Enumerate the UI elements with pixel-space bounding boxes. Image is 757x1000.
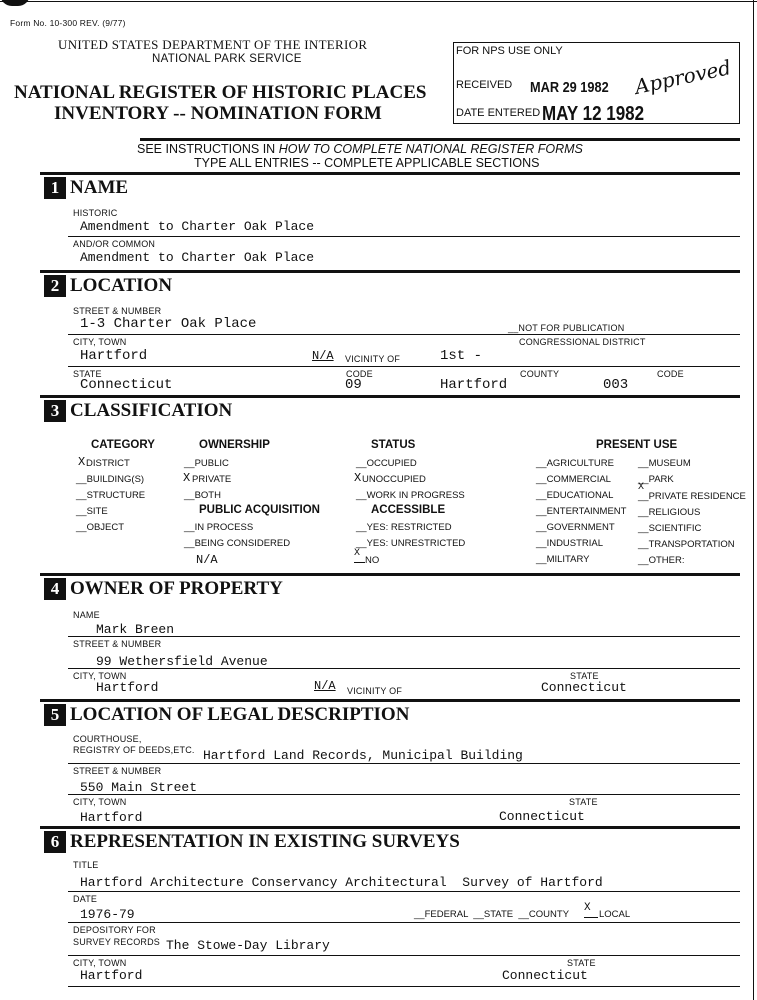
- county-label: COUNTY: [520, 369, 560, 379]
- use-museum: __MUSEUM: [638, 458, 691, 469]
- section-1-title: NAME: [70, 177, 129, 198]
- legal-street: 550 Main Street: [80, 780, 198, 795]
- use-agriculture: __AGRICULTURE: [536, 458, 614, 469]
- no-x-mark: X: [354, 548, 361, 559]
- use-private-residence: __PRIVATE RESIDENCE: [638, 491, 746, 502]
- s5-rule: [40, 699, 740, 702]
- ownership-both: __BOTH: [184, 490, 221, 501]
- status-heading: STATUS: [371, 439, 416, 451]
- approved-handwriting: Approved: [632, 55, 734, 99]
- local-underline: [584, 917, 598, 918]
- s4-rule: [40, 573, 740, 576]
- section-5-number: 5: [44, 704, 66, 726]
- state-code: 09: [345, 377, 362, 393]
- category-buildings: __BUILDING(S): [76, 474, 145, 485]
- category-heading: CATEGORY: [91, 439, 155, 451]
- s5-line-court: [68, 763, 740, 764]
- received-date-stamp: MAR 29 1982: [530, 79, 609, 96]
- received-label: RECEIVED: [456, 79, 513, 91]
- category-object: __OBJECT: [76, 522, 125, 533]
- status-work-in-progress: __WORK IN PROGRESS: [356, 490, 465, 501]
- section-3-title: CLASSIFICATION: [70, 400, 233, 421]
- s1-line-historic: [68, 236, 740, 237]
- use-military: __MILITARY: [536, 554, 590, 565]
- county-code-label: CODE: [657, 369, 684, 379]
- form-number: Form No. 10-300 REV. (9/77): [10, 18, 126, 28]
- local-x-mark: X: [584, 902, 591, 914]
- acquisition-na: N/A: [196, 553, 218, 567]
- depository-name: The Stowe-Day Library: [166, 938, 330, 953]
- section-4-title: OWNER OF PROPERTY: [70, 578, 283, 599]
- district-x-mark: X: [78, 455, 86, 469]
- legal-state: Connecticut: [499, 809, 585, 824]
- use-industrial: __INDUSTRIAL: [536, 538, 604, 549]
- location-county: Hartford: [440, 377, 508, 393]
- s4-line-name: [68, 636, 740, 637]
- street-label: STREET & NUMBER: [73, 306, 162, 316]
- s6-line-title: [68, 891, 740, 892]
- owner-vicinity-label: VICINITY OF: [347, 686, 403, 696]
- acquisition-in-process: __IN PROCESS: [184, 522, 254, 533]
- ownership-public: __PUBLIC: [184, 458, 229, 469]
- use-scientific: __SCIENTIFIC: [638, 523, 702, 534]
- service-name: NATIONAL PARK SERVICE: [152, 53, 302, 65]
- accessible-heading: ACCESSIBLE: [371, 504, 446, 516]
- survey-state-label: STATE: [567, 958, 596, 968]
- location-city: Hartford: [80, 348, 148, 364]
- accessible-unrestricted: __YES: UNRESTRICTED: [356, 538, 466, 549]
- instructions-italic: HOW TO COMPLETE NATIONAL REGISTER FORMS: [278, 142, 583, 156]
- section-3-number: 3: [44, 400, 66, 422]
- owner-name: Mark Breen: [96, 622, 175, 637]
- legal-state-label: STATE: [569, 797, 598, 807]
- historic-label: HISTORIC: [73, 208, 118, 218]
- ownership-heading: OWNERSHIP: [199, 439, 270, 451]
- s2-line-city: [68, 366, 740, 367]
- city-label: CITY, TOWN: [73, 337, 127, 347]
- acquisition-heading: PUBLIC ACQUISITION: [199, 504, 320, 516]
- common-label: AND/OR COMMON: [73, 239, 156, 249]
- use-transportation: __TRANSPORTATION: [638, 539, 735, 550]
- survey-levels: __FEDERAL __STATE __COUNTY: [414, 909, 570, 920]
- owner-state: Connecticut: [541, 680, 627, 695]
- owner-name-label: NAME: [73, 610, 100, 620]
- private-residence-x-mark: X: [638, 482, 645, 493]
- accessible-no: NO: [365, 555, 380, 566]
- historic-name: Amendment to Charter Oak Place: [80, 219, 315, 234]
- owner-state-label: STATE: [570, 671, 599, 681]
- no-underline: [354, 562, 365, 563]
- common-name: Amendment to Charter Oak Place: [80, 250, 315, 265]
- courthouse-label-1: COURTHOUSE,: [73, 734, 142, 744]
- form-title-line1: NATIONAL REGISTER OF HISTORIC PLACES: [14, 82, 427, 103]
- s6-line-depository: [68, 955, 740, 956]
- corner-mark: [0, 0, 30, 6]
- section-6-title: REPRESENTATION IN EXISTING SURVEYS: [70, 831, 460, 852]
- s3-rule: [40, 395, 740, 398]
- location-street: 1-3 Charter Oak Place: [80, 316, 257, 332]
- use-other: __OTHER:: [638, 555, 685, 566]
- use-entertainment: __ENTERTAINMENT: [536, 506, 627, 517]
- unoccupied-x-mark: X: [354, 471, 362, 485]
- survey-date-label: DATE: [73, 894, 98, 904]
- form-title-line2: INVENTORY -- NOMINATION FORM: [54, 103, 382, 124]
- category-structure: __STRUCTURE: [76, 490, 146, 501]
- s6-rule: [40, 826, 740, 829]
- owner-na: N/A: [314, 679, 336, 693]
- location-na: N/A: [312, 349, 334, 363]
- instructions-line2: TYPE ALL ENTRIES -- COMPLETE APPLICABLE SECTIONS: [194, 156, 540, 170]
- s4-line-street: [68, 668, 740, 669]
- use-commercial: __COMMERCIAL: [536, 474, 611, 485]
- survey-date: 1976-79: [80, 907, 135, 922]
- state-label: STATE: [73, 369, 102, 379]
- code-label: CODE: [346, 369, 373, 379]
- survey-state: Connecticut: [502, 968, 588, 983]
- s2-rule: [40, 270, 740, 273]
- survey-title-label: TITLE: [73, 860, 99, 870]
- section-1-number: 1: [44, 177, 66, 199]
- s1-rule: [40, 172, 740, 175]
- section-6-number: 6: [44, 831, 66, 853]
- owner-city-label: CITY, TOWN: [73, 671, 127, 681]
- location-state: Connecticut: [80, 377, 173, 393]
- nps-use-box: [453, 42, 740, 124]
- legal-city-label: CITY, TOWN: [73, 797, 127, 807]
- category-district: DISTRICT: [86, 458, 130, 469]
- s2-line-street: [68, 334, 740, 335]
- survey-title: Hartford Architecture Conservancy Architectural Survey of Hartford: [80, 875, 603, 890]
- section-2-number: 2: [44, 275, 66, 297]
- vicinity-label: VICINITY OF: [345, 354, 401, 364]
- legal-city: Hartford: [80, 810, 143, 825]
- accessible-restricted: __YES: RESTRICTED: [356, 522, 452, 533]
- survey-city-label: CITY, TOWN: [73, 958, 127, 968]
- private-x-mark: X: [183, 471, 191, 485]
- status-occupied: __OCCUPIED: [356, 458, 417, 469]
- use-park: __PARK: [638, 474, 674, 485]
- congressional-district: 1st -: [440, 348, 483, 364]
- congressional-label: CONGRESSIONAL DISTRICT: [519, 337, 646, 347]
- instructions-rule-top: [140, 138, 740, 141]
- owner-street: 99 Wethersfield Avenue: [96, 654, 268, 669]
- owner-street-label: STREET & NUMBER: [73, 639, 162, 649]
- use-religious: __RELIGIOUS: [638, 507, 701, 518]
- use-educational: __EDUCATIONAL: [536, 490, 614, 501]
- instructions-line1: [137, 142, 583, 156]
- present-use-heading: PRESENT USE: [596, 439, 678, 451]
- courthouse-name: Hartford Land Records, Municipal Building: [203, 748, 523, 763]
- owner-city: Hartford: [96, 680, 159, 695]
- ownership-private: PRIVATE: [192, 474, 232, 485]
- top-border: [0, 1, 757, 2]
- s5-line-street: [68, 794, 740, 795]
- acquisition-being-considered: __BEING CONSIDERED: [184, 538, 291, 549]
- county-code: 003: [603, 377, 629, 393]
- date-entered-stamp: MAY 12 1982: [542, 103, 645, 125]
- survey-level-local: LOCAL: [599, 909, 631, 920]
- right-edge: [753, 0, 754, 1000]
- section-2-title: LOCATION: [70, 275, 173, 296]
- instructions-prefix: SEE INSTRUCTIONS IN: [137, 142, 279, 156]
- s6-line-date: [68, 922, 740, 923]
- courthouse-label-2: REGISTRY OF DEEDS,ETC.: [73, 745, 195, 755]
- agency-name: UNITED STATES DEPARTMENT OF THE INTERIOR: [58, 37, 368, 52]
- survey-city: Hartford: [80, 968, 143, 983]
- use-government: __GOVERNMENT: [536, 522, 615, 533]
- category-site: __SITE: [76, 506, 108, 517]
- not-for-publication: __NOT FOR PUBLICATION: [508, 323, 625, 333]
- depository-label-2: SURVEY RECORDS: [73, 937, 160, 947]
- status-unoccupied: UNOCCUPIED: [362, 474, 426, 485]
- legal-street-label: STREET & NUMBER: [73, 766, 162, 776]
- section-4-number: 4: [44, 578, 66, 600]
- depository-label-1: DEPOSITORY FOR: [73, 925, 156, 935]
- date-entered-label: DATE ENTERED: [456, 107, 541, 119]
- section-5-title: LOCATION OF LEGAL DESCRIPTION: [70, 704, 410, 725]
- nps-box-heading: FOR NPS USE ONLY: [456, 45, 563, 57]
- s6-line-city: [68, 986, 740, 987]
